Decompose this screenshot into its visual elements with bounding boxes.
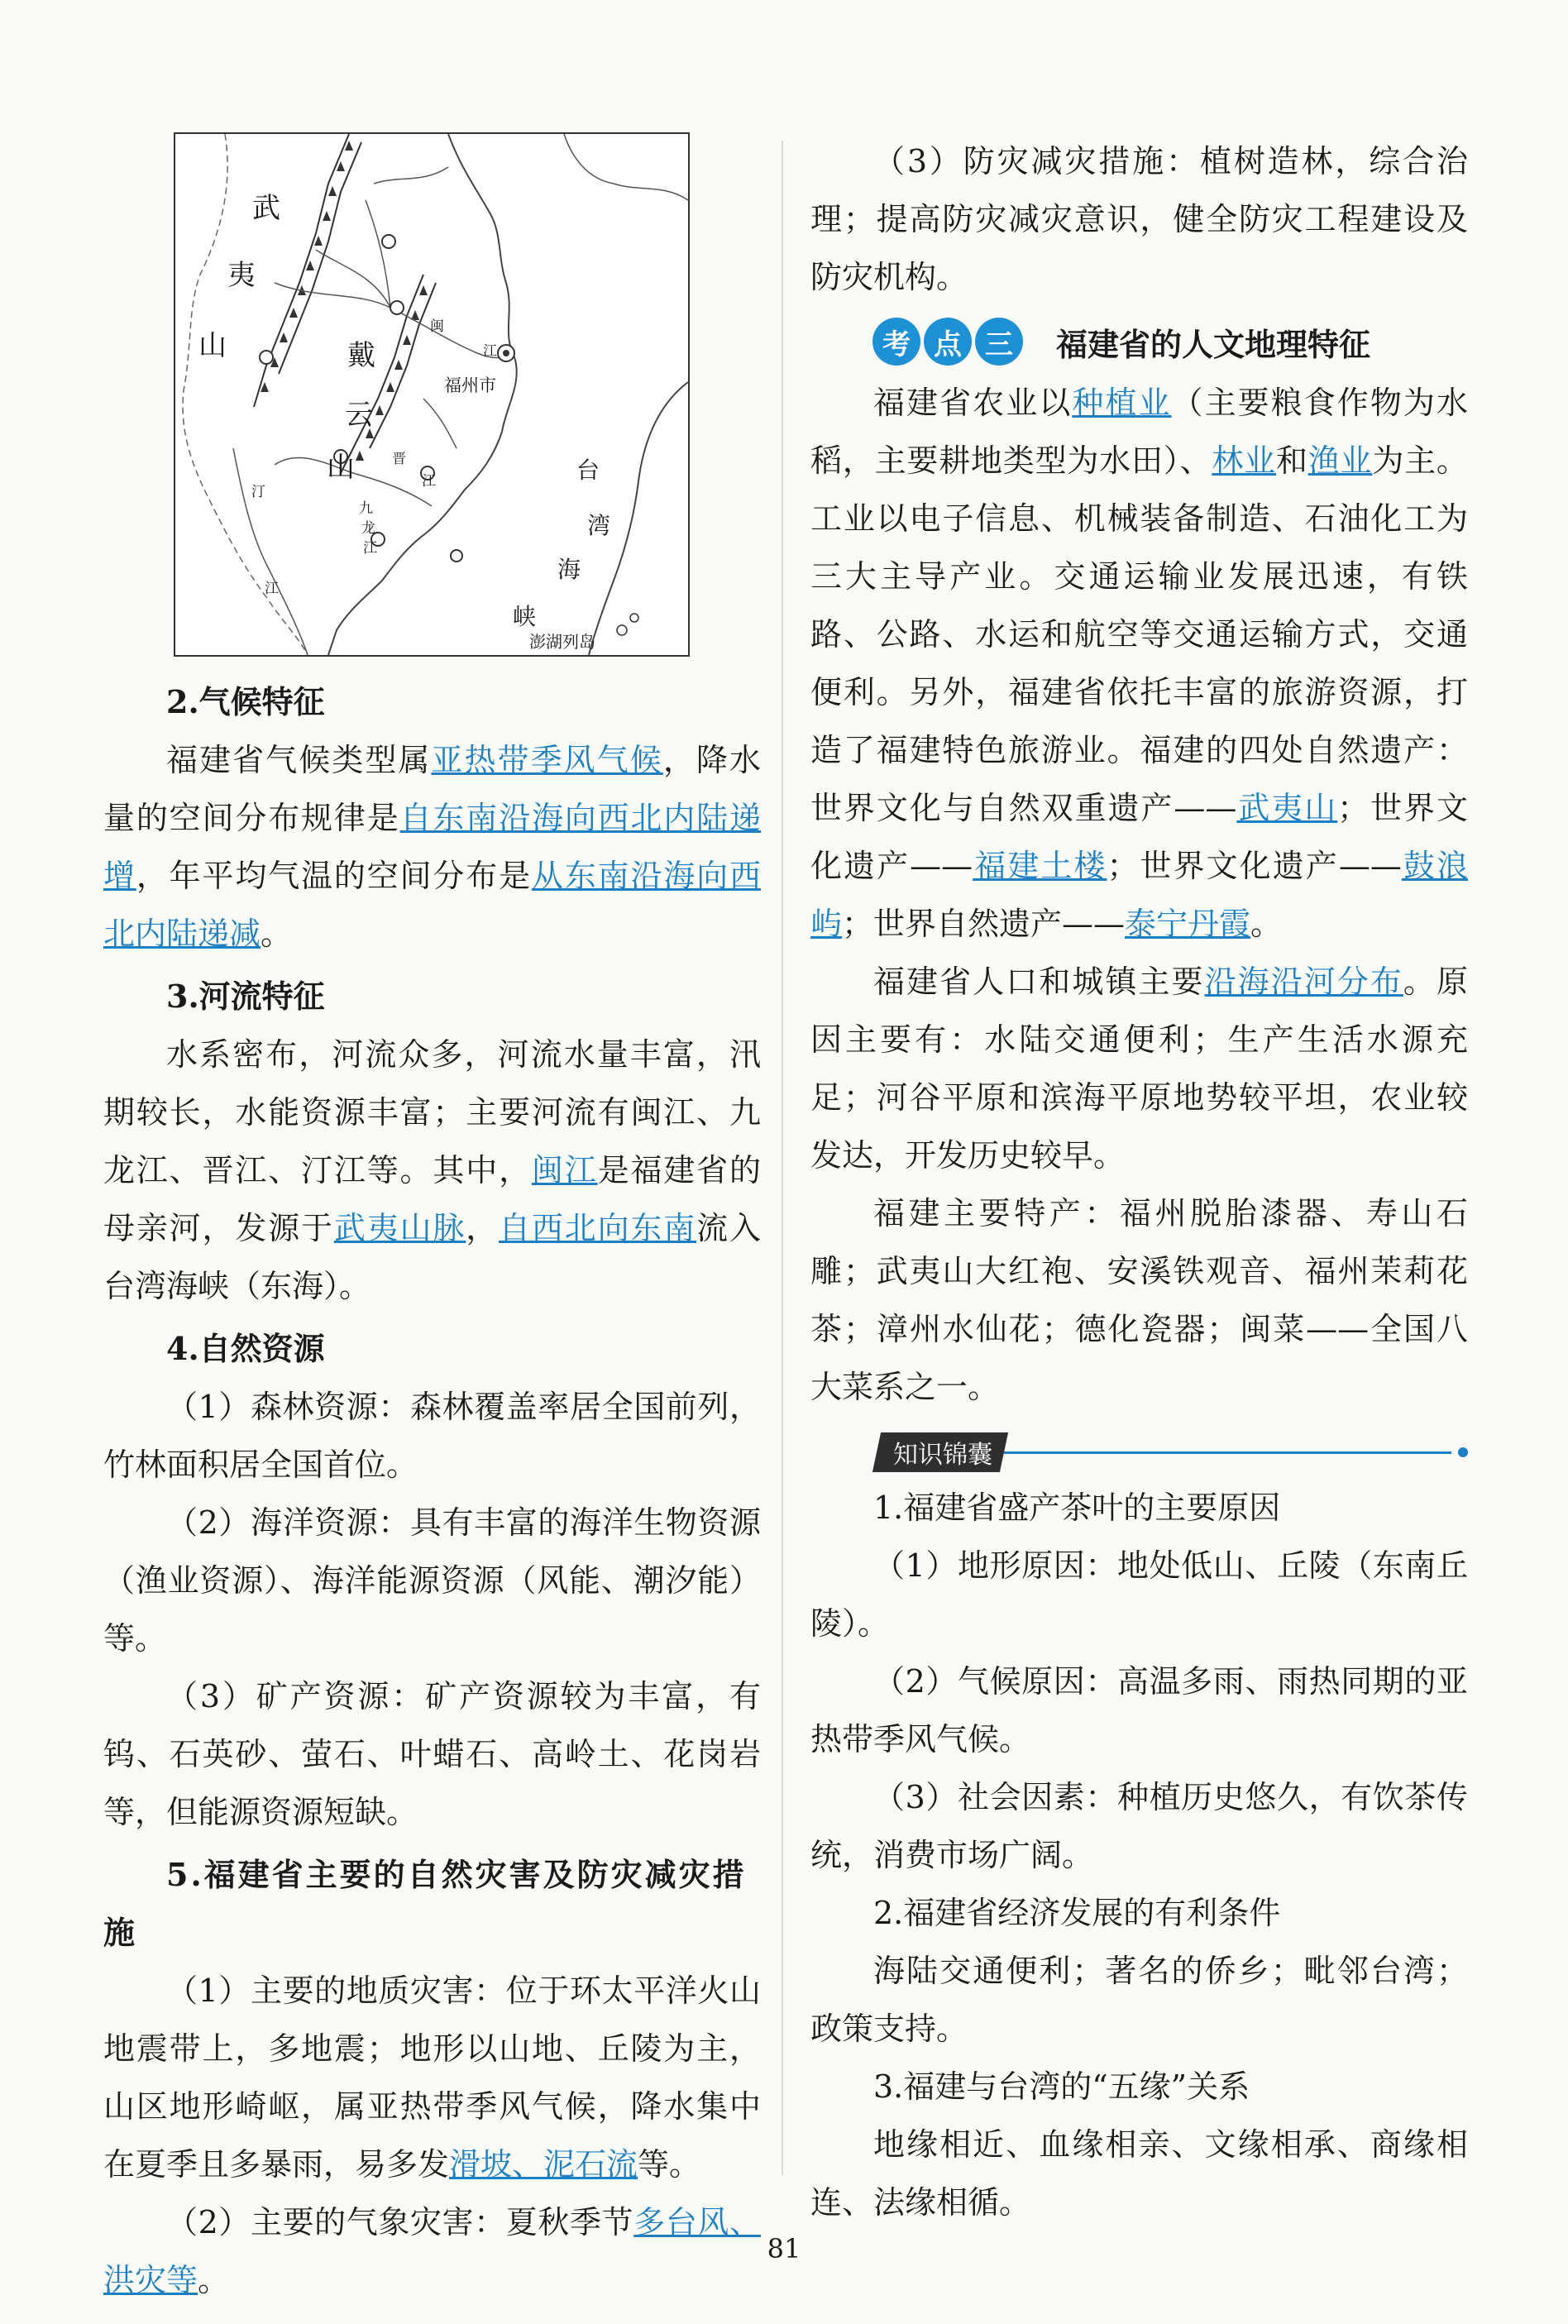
- section-header: [872, 318, 1468, 366]
- river-heading: 3.河流特征: [166, 978, 325, 1015]
- knowledge-box-header: [877, 1432, 1468, 1472]
- label-wu: 武: [252, 192, 280, 225]
- label-jiu: 九: [359, 500, 373, 517]
- label-wan: 湾: [587, 512, 611, 539]
- left-column: [103, 132, 761, 2309]
- section-badge-kao: 考: [872, 318, 920, 366]
- meteorological-disasters: （2）主要的气象灾害：夏秋季节多台风、洪灾等。: [103, 2204, 761, 2298]
- tea-social: （3）社会因素：种植历史悠久，有饮茶传统，消费市场广阔。: [810, 1779, 1468, 1873]
- section-title: 福建省的人文地理特征: [1056, 326, 1371, 363]
- geological-disasters: （1）主要的地质灾害：位于环太平洋火山地震带上，多地震；地形以山地、丘陵为主，山区地形崎岖，属亚热带季风气候，降水集中在夏季且多暴雨，易多发滑坡、泥石流等。: [103, 1973, 761, 2183]
- label-jiang-4: 江: [363, 540, 377, 557]
- answer-wuyishan: 武夷山: [1236, 790, 1338, 826]
- five-ties-heading: 3.福建与台湾的“五缘”关系: [873, 2068, 1250, 2105]
- answer-subtropical-monsoon: 亚热带季风气候: [431, 742, 663, 778]
- label-fuzhou: 福州市: [444, 375, 496, 395]
- page-number: 81: [767, 2233, 801, 2264]
- climate-paragraph: 福建省气候类型属亚热带季风气候，降水量的空间分布规律是自东南沿海向西北内陆递增，年平均气温的空间分布是从东南沿海向西北内陆递减。: [103, 742, 761, 952]
- label-dai: 戴: [347, 339, 375, 372]
- label-hai: 海: [557, 556, 581, 583]
- label-ting: 汀: [251, 484, 265, 500]
- knowledge-box-dot-icon: [1458, 1447, 1468, 1457]
- label-yi: 夷: [227, 259, 256, 292]
- label-jin: 晋: [392, 451, 406, 467]
- label-yun: 云: [345, 399, 373, 432]
- label-shan-1: 山: [198, 329, 227, 362]
- five-ties: 地缘相近、血缘相亲、文缘相承、商缘相连、法缘相循。: [810, 2126, 1468, 2221]
- answer-fishery: 渔业: [1307, 442, 1373, 479]
- answer-typhoon-flood: 多台风、洪灾等: [103, 2204, 761, 2298]
- label-min: 闽: [430, 318, 444, 335]
- map-labels: [175, 134, 688, 655]
- economy-conditions-heading: 2.福建省经济发展的有利条件: [873, 1895, 1281, 1931]
- tea-heading: 1.福建省盛产茶叶的主要原因: [873, 1490, 1281, 1526]
- mineral-resources: （3）矿产资源：矿产资源较为丰富，有钨、石英砂、萤石、叶蜡石、高岭土、花岗岩等，但能源资源短缺。: [103, 1678, 761, 1830]
- right-column: [810, 132, 1468, 2231]
- answer-forestry: 林业: [1212, 442, 1276, 479]
- prevention-measures: （3）防灾减灾措施：植树造林，综合治理；提高防灾减灾意识，健全防灾工程建设及防灾机构。: [810, 143, 1468, 295]
- population-paragraph: 福建省人口和城镇主要沿海沿河分布。原因主要有：水陆交通便利；生产生活水源充足；河谷平原和滨海平原地势较平坦，农业较发达，开发历史较早。: [810, 964, 1468, 1174]
- label-jiang-2: 江: [422, 473, 436, 490]
- forest-resources: （1）森林资源：森林覆盖率居全国前列，竹林面积居全国首位。: [103, 1389, 761, 1483]
- section-badge-san: 三: [975, 318, 1023, 366]
- ocean-resources: （2）海洋资源：具有丰富的海洋生物资源（渔业资源）、海洋能源资源（风能、潮汐能）等。: [103, 1504, 761, 1657]
- label-jiang-1: 江: [483, 343, 497, 360]
- label-xia: 峡: [513, 603, 537, 630]
- economy-paragraph: 福建省农业以种植业（主要粮食作物为水稻，主要耕地类型为水田）、林业和渔业为主。工业以电子信息、机械装备制造、石油化工为三大主导产业。交通运输业发展迅速，有铁路、公路、水运和航空等交通运输方式，交通便利。另外，福建省依托丰富的旅游资源，打造了福建特色旅游业。福建的四处自然遗产：世界文化与自然双重遗产——武夷山；世界文化遗产——福建土楼；世界文化遗产——鼓浪屿；世界自然遗产——泰宁丹霞。: [810, 385, 1468, 942]
- tea-climate: （2）气候原因：高温多雨、雨热同期的亚热带季风气候。: [810, 1663, 1468, 1757]
- answer-minjiang: 闽江: [531, 1152, 598, 1188]
- answer-temp-pattern: 从东南沿海向西北内陆递减: [103, 858, 761, 952]
- answer-coastal-river: 沿海沿河分布: [1204, 964, 1403, 1000]
- climate-heading: 2.气候特征: [166, 683, 325, 720]
- label-penghu: 澎湖列岛: [529, 632, 595, 652]
- answer-gulangyu: 鼓浪屿: [810, 848, 1468, 942]
- label-shan-2: 山: [327, 451, 355, 484]
- fujian-map: [174, 132, 690, 657]
- river-paragraph: 水系密布，河流众多，河流水量丰富，汛期较长，水能资源丰富；主要河流有闽江、九龙江、晋江、汀江等。其中，闽江是福建省的母亲河，发源于武夷山脉，自西北向东南流入台湾海峡（东海）。: [103, 1036, 761, 1304]
- answer-flow-direction: 自西北向东南: [499, 1210, 697, 1246]
- tea-terrain: （1）地形原因：地处低山、丘陵（东南丘陵）。: [810, 1547, 1468, 1642]
- answer-wuyi-mountains: 武夷山脉: [333, 1210, 466, 1246]
- economy-conditions: 海陆交通便利；著名的侨乡；毗邻台湾；政策支持。: [810, 1953, 1468, 2047]
- answer-tulou: 福建土楼: [973, 848, 1107, 884]
- answer-taining-danxia: 泰宁丹霞: [1125, 906, 1251, 942]
- answer-landslide: 滑坡、泥石流: [449, 2146, 638, 2183]
- label-long: 龙: [361, 520, 375, 537]
- column-divider: [782, 141, 783, 2175]
- label-jiang-3: 江: [265, 581, 279, 597]
- label-tai: 台: [576, 457, 600, 484]
- knowledge-box-tag: 知识锦囊: [872, 1432, 1008, 1472]
- answer-planting: 种植业: [1072, 385, 1172, 421]
- specialties-paragraph: 福建主要特产：福州脱胎漆器、寿山石雕；武夷山大红袍、安溪铁观音、福州茉莉花茶；漳州水仙花；德化瓷器；闽菜——全国八大菜系之一。: [810, 1195, 1468, 1405]
- disasters-heading: 5.福建省主要的自然灾害及防灾减灾措施: [103, 1856, 747, 1951]
- knowledge-box-rule: [1004, 1451, 1451, 1454]
- answer-precip-pattern: 自东南沿海向西北内陆递增: [103, 800, 761, 894]
- resources-heading: 4.自然资源: [166, 1330, 325, 1367]
- section-badge-dian: 点: [924, 318, 972, 366]
